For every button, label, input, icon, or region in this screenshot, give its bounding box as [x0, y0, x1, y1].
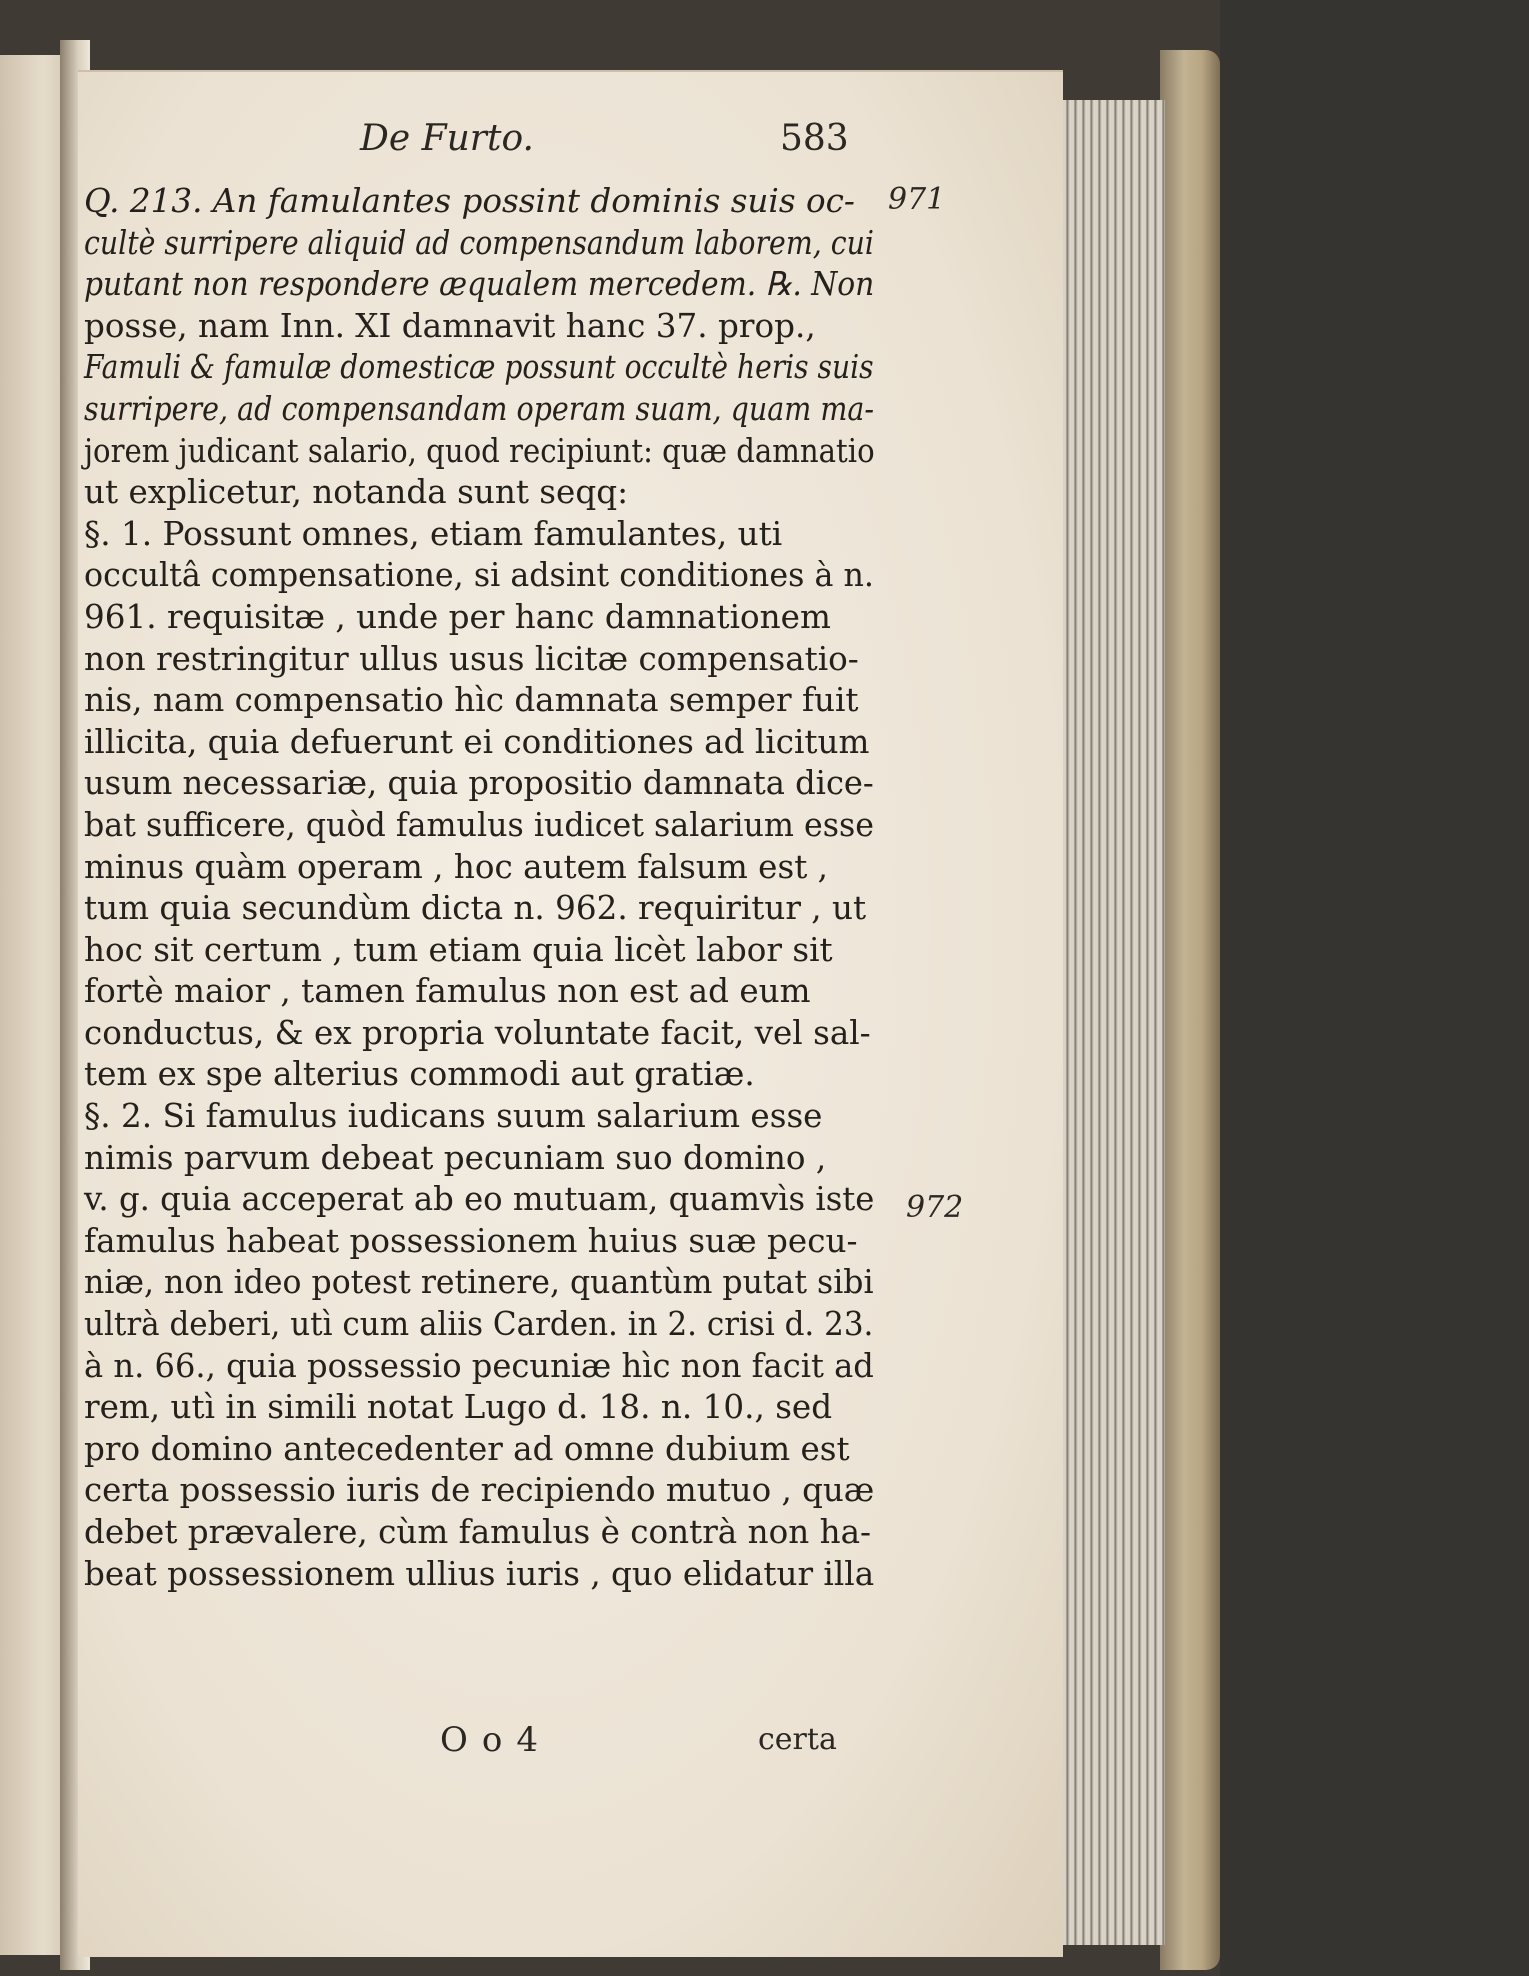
catchword: certa	[758, 1722, 837, 1757]
page-number: 583	[780, 118, 849, 159]
text-line: à n. 66., quia possessio pecuniæ hìc non facit ad	[84, 1345, 874, 1385]
signature-mark: Oo4	[440, 1720, 552, 1760]
body-text	[84, 180, 884, 1594]
text-line: niæ, non ideo potest retinere, quantùm putat sibi	[84, 1262, 874, 1302]
text-line: 961. requisitæ , unde per hanc damnationem	[84, 596, 831, 636]
margin-number-971: 971	[888, 182, 946, 217]
text-line: putant non respondere æqualem mercedem. ℞. Non	[84, 264, 875, 304]
text-line: pro domino antecedenter ad omne dubium est	[84, 1428, 850, 1468]
page-header	[360, 118, 920, 162]
text-line: §. 1. Possunt omnes, etiam famulantes, uti	[84, 513, 783, 553]
book-cover-edge	[1160, 50, 1220, 1970]
running-title: De Furto.	[360, 118, 534, 159]
text-line: surripere, ad compensandam operam suam, quam ma-	[84, 388, 875, 428]
text-line: tem ex spe alterius commodi aut gratiæ.	[84, 1054, 755, 1094]
text-line: v. g. quia acceperat ab eo mutuam, quamvìs iste	[84, 1179, 875, 1219]
text-line: minus quàm operam , hoc autem falsum est ,	[84, 846, 829, 886]
previous-page-edge	[0, 55, 64, 1955]
text-line: tum quia secundùm dicta n. 962. requiritur , ut	[84, 888, 867, 928]
text-line: rem, utì in simili notat Lugo d. 18. n. 10., sed	[84, 1387, 833, 1427]
text-line: ultrà deberi, utì cum aliis Carden. in 2. crisi d. 23.	[84, 1304, 874, 1344]
text-line: jorem judicant salario, quod recipiunt: quæ damnatio	[84, 430, 875, 470]
text-line: nimis parvum debeat pecuniam suo domino ,	[84, 1137, 827, 1177]
text-line: debet prævalere, cùm famulus è contrà non ha-	[84, 1512, 872, 1551]
text-line: illicita, quia defuerunt ei conditiones ad licitum	[84, 721, 870, 761]
text-line: usum necessariæ, quia propositio damnata dice-	[84, 763, 874, 803]
text-line: bat sufficere, quòd famulus iudicet salarium esse	[84, 804, 875, 844]
text-line: non restringitur ullus usus licitæ compensatio-	[84, 638, 859, 678]
text-line: beat possessionem ullius iuris , quo elidatur illa	[84, 1553, 875, 1593]
text-line: nis, nam compensatio hìc damnata semper fuit	[84, 680, 859, 720]
text-line: fortè maior , tamen famulus non est ad eum	[84, 971, 811, 1011]
text-line: hoc sit certum , tum etiam quia licèt labor sit	[84, 929, 833, 969]
text-line: conductus, & ex propria voluntate facit, vel sal-	[84, 1012, 871, 1052]
text-line: famulus habeat possessionem huius suæ pecu-	[84, 1220, 858, 1260]
page-stack-edges	[1055, 100, 1165, 1945]
background-surface	[1220, 0, 1529, 1976]
text-line: ut explicetur, notanda sunt seqq:	[84, 472, 629, 512]
text-line: posse, nam Inn. XI damnavit hanc 37. prop.,	[84, 305, 816, 345]
text-line: cultè surripere aliquid ad compensandum laborem, cui	[84, 222, 874, 262]
text-line: certa possessio iuris de recipiendo mutuo , quæ	[84, 1470, 875, 1510]
text-line: Q. 213. An famulantes possint dominis suis oc-	[84, 181, 855, 220]
text-line: Famuli & famulæ domesticæ possunt occultè heris suis	[84, 347, 874, 387]
margin-number-972: 972	[906, 1190, 964, 1225]
page-footer	[440, 1720, 880, 1764]
text-line: occultâ compensatione, si adsint conditiones à n.	[84, 555, 874, 595]
text-line: §. 2. Si famulus iudicans suum salarium esse	[84, 1096, 823, 1136]
